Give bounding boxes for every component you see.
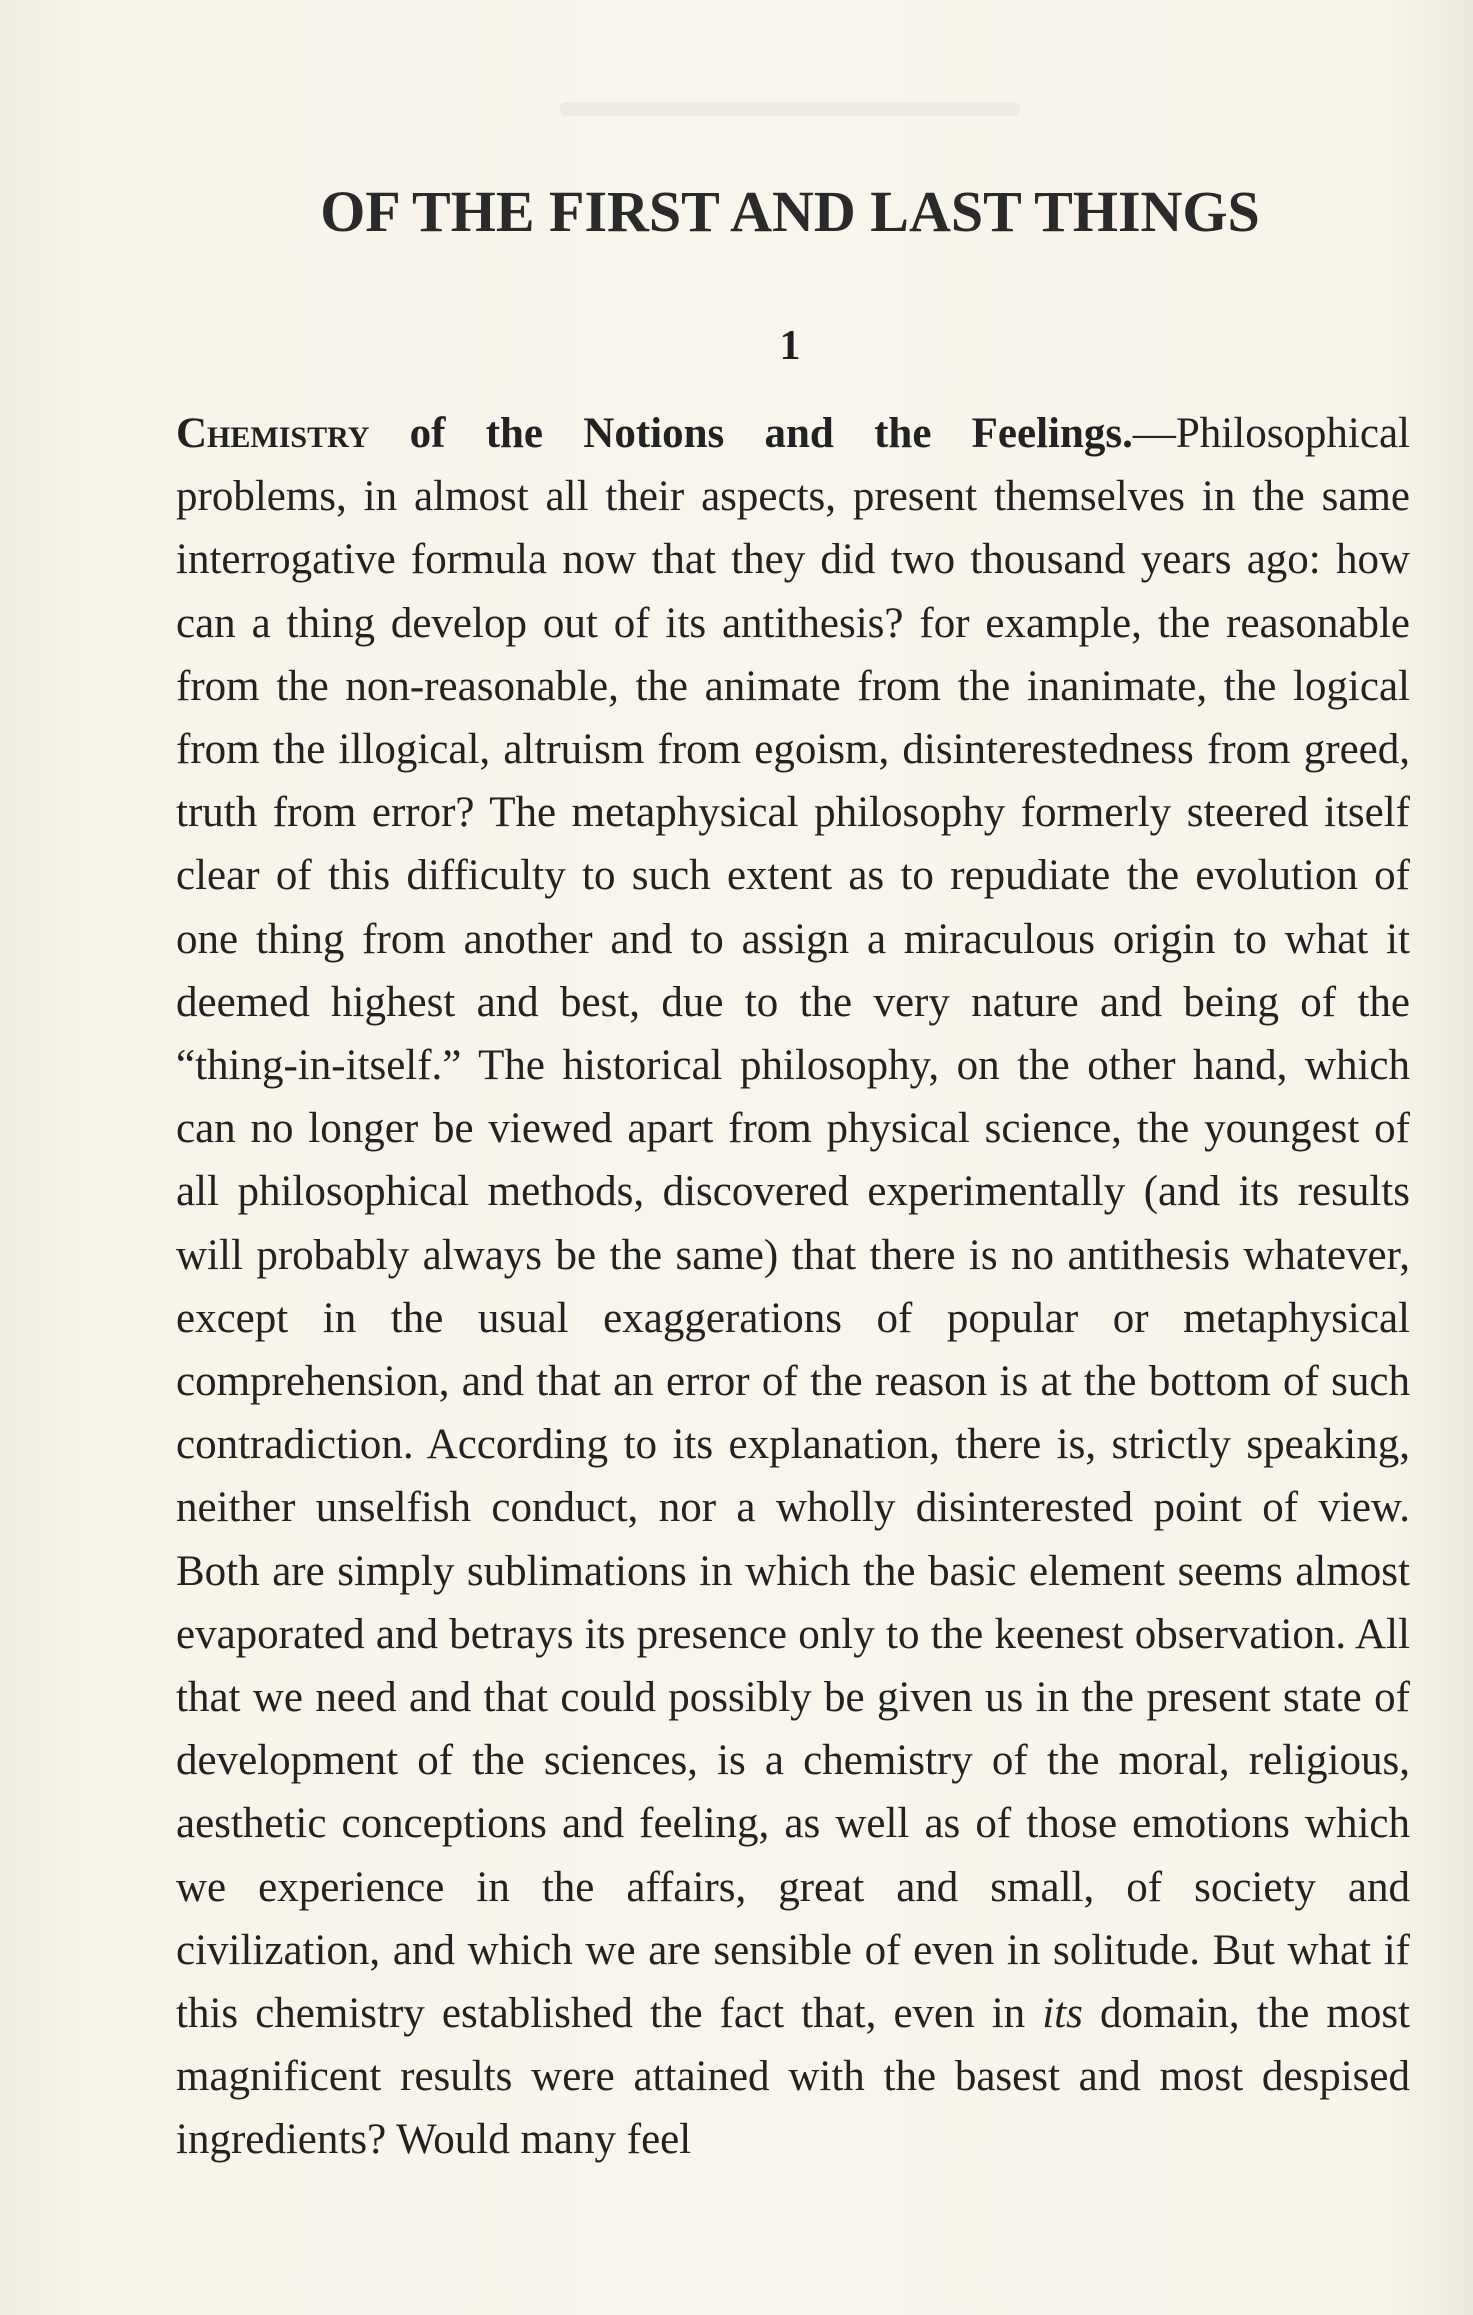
paragraph-text-continued: domain, the most magnificent results were attained with the basest and most despised ingredients? Would many feel — [176, 1990, 1411, 2164]
paragraph-text: Philosophical problems, in almost all their aspects, present themselves in the same interrogative formula now that they did two thousand years ago: how can a thing develop out of its antithesis? for example, the reasonable from the non-reasonable, the animate from the inanimate, the logical from the illogical, altruism from egoism, disinterestedness from greed, truth from error? The metaphysical philosophy formerly steered itself clear of this difficulty to such extent as to repudiate the evolution of one thing from another and to assign a miraculous origin to what it deemed highest and best, due to the very nature and being of the “thing-in-itself.” The historical philosophy, on the other hand, which can no longer be viewed apart from physical science, the youngest of all philosophical methods, discovered experimentally (and its results will probably always be the same) that there is no antithesis whatever, except in the usual exaggerations of popular or metaphysical comprehension, and that an error of the reason is at the bottom of such contradiction. According to its explanation, there is, strictly speaking, neither unselfish conduct, nor a wholly disinterested point of view. Both are simply sublimations in which the basic element seems almost evaporated and betrays its presence only to the keenest observation. All that we need and that could possibly be given us in the present state of development of the sciences, is a chemistry of the moral, religious, aesthetic conceptions and feeling, as well as of those emotions which we experience in the affairs, great and small, of society and civilization, and which we are sensible of even in solitude. But what if this chemistry established the fact that, even in — [176, 410, 1410, 2038]
italic-word: its — [1042, 1990, 1083, 2038]
em-dash: — — [1132, 410, 1176, 457]
bleed-through-running-head — [0, 92, 1473, 122]
chapter-title: OF THE FIRST AND LAST THINGS — [320, 179, 1260, 244]
body-paragraph — [176, 402, 1410, 2172]
paragraph-heading: of the Notions and the Feelings. — [369, 410, 1133, 457]
paragraph-heading-smallcaps: Chemistry — [176, 410, 370, 457]
section-number: 1 — [779, 323, 801, 369]
